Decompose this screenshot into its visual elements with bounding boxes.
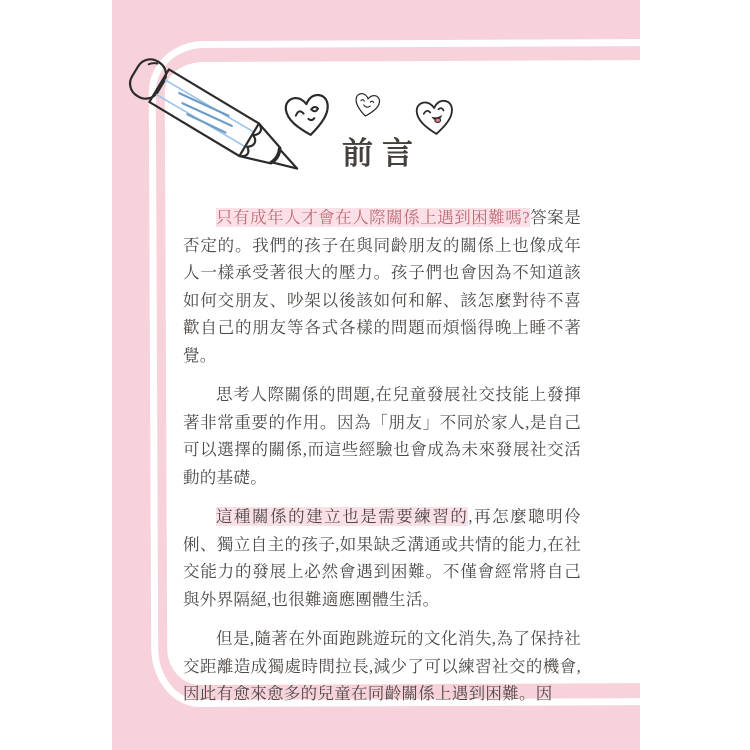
paragraph: 思考人際關係的問題,在兒童發展社交技能上發揮著非常重要的作用。因為「朋友」不同於家人,是自己可以選擇的關係,而這些經驗也會成為未來發展社交活動的基礎。 xyxy=(183,385,581,487)
preface-body xyxy=(183,204,581,708)
paragraph: 只有成年人才會在人際關係上遇到困難嗎?答案是否定的。我們的孩子在與同齡朋友的關係上也像成年人一樣承受著很大的壓力。孩子們也會因為不知道該如何交朋友、吵架以後該如何和解、該怎麼對待不喜歡自己的朋友等各式各樣的問題而煩惱得晚上睡不著覺。 xyxy=(183,208,581,365)
paragraph: 這種關係的建立也是需要練習的,再怎麼聰明伶俐、獨立自主的孩子,如果缺乏溝通或共情的能力,在社交能力的發展上必然會遇到困難。不僅會經常將自己與外界隔絕,也很難適應團體生活。 xyxy=(183,507,581,609)
smiling-heart-icon xyxy=(351,89,383,122)
paragraph: 但是,隨著在外面跑跳遊玩的文化消失,為了保持社交距離造成獨處時間拉長,減少了可以練習社交的機會,因此有愈來愈多的兒童在同齡關係上遇到困難。因 xyxy=(183,629,581,703)
page-title: 前言 xyxy=(342,136,422,172)
winking-heart-icon xyxy=(280,87,337,145)
